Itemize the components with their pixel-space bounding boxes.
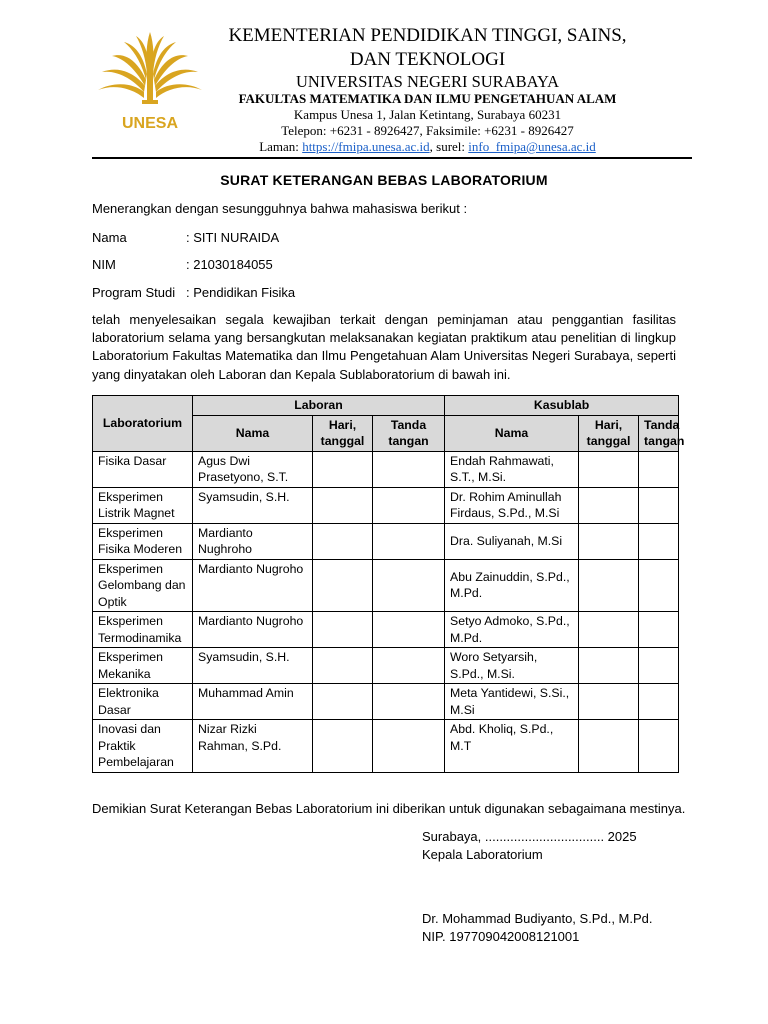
signer-nip: NIP. 197709042008121001 xyxy=(422,929,580,944)
email-label: , surel: xyxy=(429,139,469,154)
website-link[interactable]: https://fmipa.unesa.ac.id xyxy=(302,139,430,154)
table-row xyxy=(93,451,679,487)
email-link[interactable]: info_fmipa@unesa.ac.id xyxy=(468,139,596,154)
header-laboran: Laboran xyxy=(193,396,445,416)
name-value: : SITI NURAIDA xyxy=(186,230,280,245)
laboran-name-cell: Agus Dwi Prasetyono, S.T. xyxy=(193,451,313,487)
laboran-name-cell: Mardianto Nugroho xyxy=(193,612,313,648)
student-nim-field xyxy=(92,257,273,275)
laboran-name-cell: Nizar Rizki Rahman, S.Pd. xyxy=(193,720,313,773)
laboran-date-cell[interactable] xyxy=(313,487,373,523)
nim-label: NIM xyxy=(92,257,116,272)
kasublab-signature-cell[interactable] xyxy=(639,612,679,648)
kasublab-signature-cell[interactable] xyxy=(639,559,679,612)
header-kasublab-nama: Nama xyxy=(445,415,579,451)
closing-text: Demikian Surat Keterangan Bebas Laboratorium ini diberikan untuk digunakan sebagaimana mestinya. xyxy=(92,801,686,816)
statement-paragraph: telah menyelesaikan segala kewajiban terkait dengan peminjaman atau penggantian fasilitas laboratorium selama yang bersangkutan melaksanakan kegiatan praktikum atau penelitian di lingkup Laboratorium Fakultas Matematika dan Ilmu Pengetahuan Alam Universitas Negeri Surabaya, seperti yang dinyatakan oleh Laboran dan Kepala Sublaboratorium di bawah ini. xyxy=(92,312,676,382)
nim-value: : 21030184055 xyxy=(186,257,273,272)
laboran-date-cell[interactable] xyxy=(313,559,373,612)
laboran-signature-cell[interactable] xyxy=(373,684,445,720)
program-value: : Pendidikan Fisika xyxy=(186,285,296,300)
table-row xyxy=(93,684,679,720)
kasublab-name-cell: Setyo Admoko, S.Pd., M.Pd. xyxy=(445,612,579,648)
kasublab-name-cell: Woro Setyarsih, S.Pd., M.Si. xyxy=(445,648,579,684)
header-kasublab-hari: Hari, tanggal xyxy=(579,415,639,451)
header-laboran-nama: Nama xyxy=(193,415,313,451)
laboran-date-cell[interactable] xyxy=(313,612,373,648)
kasublab-signature-cell[interactable] xyxy=(639,684,679,720)
laboran-date-cell[interactable] xyxy=(313,648,373,684)
unesa-logo-icon xyxy=(92,28,208,136)
header-laboratorium: Laboratorium xyxy=(93,396,193,452)
laboran-date-cell[interactable] xyxy=(313,523,373,559)
kasublab-signature-cell[interactable] xyxy=(639,523,679,559)
ministry-line-2: DAN TEKNOLOGI xyxy=(349,49,506,70)
lab-cell: Eksperimen Termodinamika xyxy=(93,612,193,648)
document-title: SURAT KETERANGAN BEBAS LABORATORIUM xyxy=(220,172,548,188)
student-program-field xyxy=(92,285,295,303)
program-label: Program Studi xyxy=(92,285,176,300)
table-row xyxy=(93,648,679,684)
phone-fax: Telepon: +6231 - 8926427, Faksimile: +6231 - 8926427 xyxy=(281,123,574,138)
kasublab-signature-cell[interactable] xyxy=(639,648,679,684)
faculty-name: FAKULTAS MATEMATIKA DAN ILMU PENGETAHUAN ALAM xyxy=(238,91,617,106)
name-label: Nama xyxy=(92,230,127,245)
header-kasublab: Kasublab xyxy=(445,396,679,416)
ministry-line-1: KEMENTERIAN PENDIDIKAN TINGGI, SAINS, xyxy=(228,25,627,46)
kasublab-date-cell[interactable] xyxy=(579,684,639,720)
kasublab-name-cell: Abd. Kholiq, S.Pd., M.T xyxy=(445,720,579,773)
table-row xyxy=(93,720,679,773)
laboran-name-cell: Syamsudin, S.H. xyxy=(193,648,313,684)
laboran-name-cell: Mardianto Nugroho xyxy=(193,559,313,612)
table-row xyxy=(93,487,679,523)
web-label: Laman: xyxy=(259,139,303,154)
header-laboran-hari: Hari, tanggal xyxy=(313,415,373,451)
laboran-name-cell: Syamsudin, S.H. xyxy=(193,487,313,523)
kasublab-signature-cell[interactable] xyxy=(639,720,679,773)
logo-wordmark: UNESA xyxy=(121,115,179,132)
letterhead-divider xyxy=(92,157,692,159)
kasublab-signature-cell[interactable] xyxy=(639,487,679,523)
signer-name: Dr. Mohammad Budiyanto, S.Pd., M.Pd. xyxy=(422,911,653,926)
contact-line xyxy=(200,139,655,155)
laboratory-table xyxy=(92,395,685,773)
kasublab-name-cell: Dr. Rohim Aminullah Firdaus, S.Pd., M.Si xyxy=(445,487,579,523)
lab-cell: Eksperimen Gelombang dan Optik xyxy=(93,559,193,612)
intro-text: Menerangkan dengan sesungguhnya bahwa mahasiswa berikut : xyxy=(92,201,468,216)
kasublab-date-cell[interactable] xyxy=(579,648,639,684)
kasublab-name-cell: Abu Zainuddin, S.Pd., M.Pd. xyxy=(445,559,579,612)
kasublab-date-cell[interactable] xyxy=(579,559,639,612)
laboran-signature-cell[interactable] xyxy=(373,720,445,773)
signer-position: Kepala Laboratorium xyxy=(422,847,543,862)
lab-cell: Eksperimen Fisika Moderen xyxy=(93,523,193,559)
lab-cell: Eksperimen Listrik Magnet xyxy=(93,487,193,523)
laboran-signature-cell[interactable] xyxy=(373,523,445,559)
laboran-signature-cell[interactable] xyxy=(373,451,445,487)
university-name: UNIVERSITAS NEGERI SURABAYA xyxy=(295,72,559,91)
header-laboran-tanda: Tanda tangan xyxy=(373,415,445,451)
kasublab-name-cell: Meta Yantidewi, S.Si., M.Si xyxy=(445,684,579,720)
laboran-signature-cell[interactable] xyxy=(373,612,445,648)
laboran-date-cell[interactable] xyxy=(313,720,373,773)
lab-cell: Fisika Dasar xyxy=(93,451,193,487)
laboran-name-cell: Mardianto Nughroho xyxy=(193,523,313,559)
laboran-signature-cell[interactable] xyxy=(373,487,445,523)
place-date: Surabaya, ................................. 2025 xyxy=(422,829,637,844)
kasublab-name-cell: Dra. Suliyanah, M.Si xyxy=(445,523,579,559)
laboran-signature-cell[interactable] xyxy=(373,559,445,612)
table-row xyxy=(93,523,679,559)
laboran-name-cell: Muhammad Amin xyxy=(193,684,313,720)
kasublab-date-cell[interactable] xyxy=(579,451,639,487)
header-kasublab-tanda: Tanda tangan xyxy=(639,415,679,451)
laboran-date-cell[interactable] xyxy=(313,684,373,720)
laboran-date-cell[interactable] xyxy=(313,451,373,487)
lab-cell: Eksperimen Mekanika xyxy=(93,648,193,684)
kasublab-date-cell[interactable] xyxy=(579,523,639,559)
kasublab-signature-cell[interactable] xyxy=(639,451,679,487)
lab-cell: Elektronika Dasar xyxy=(93,684,193,720)
letterhead xyxy=(200,24,655,155)
kasublab-date-cell[interactable] xyxy=(579,487,639,523)
lab-cell: Inovasi dan Praktik Pembelajaran xyxy=(93,720,193,773)
kasublab-date-cell[interactable] xyxy=(579,612,639,648)
student-name-field xyxy=(92,230,279,248)
address: Kampus Unesa 1, Jalan Ketintang, Surabaya 60231 xyxy=(293,107,562,122)
table-row xyxy=(93,612,679,648)
kasublab-name-cell: Endah Rahmawati, S.T., M.Si. xyxy=(445,451,579,487)
laboran-signature-cell[interactable] xyxy=(373,648,445,684)
table-row xyxy=(93,559,679,612)
kasublab-date-cell[interactable] xyxy=(579,720,639,773)
